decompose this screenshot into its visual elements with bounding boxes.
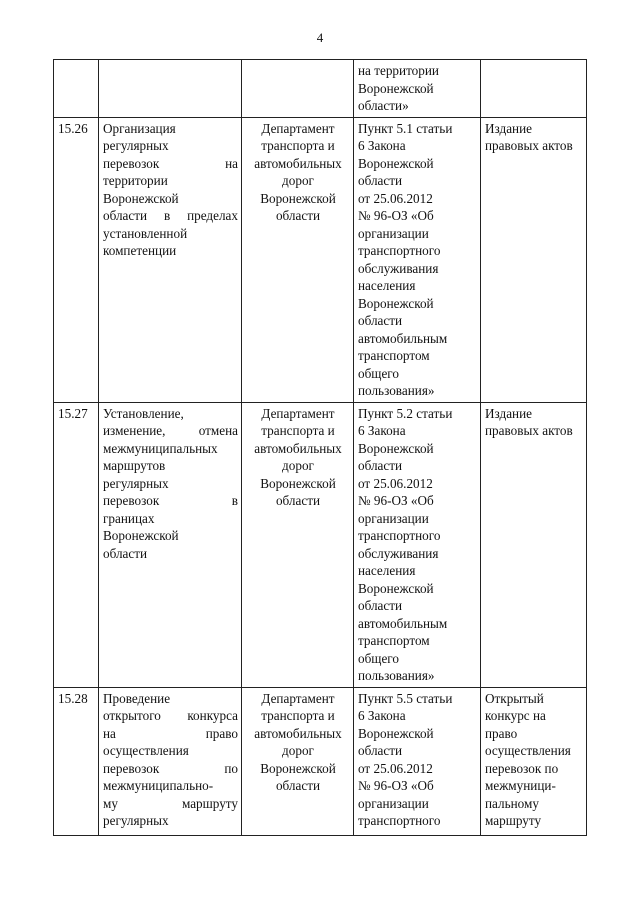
function-name-cell xyxy=(99,60,242,118)
function-name-cell xyxy=(99,687,242,835)
implementation-form-cell xyxy=(481,117,587,402)
function-name-line: перевозок на xyxy=(103,155,238,171)
function-name-line: межмуниципально- xyxy=(103,778,214,793)
department-cell xyxy=(242,117,354,402)
legal-basis-text: Пункт 5.5 статьи 6 Закона Воронежской области от 25.06.2012 № 96-ОЗ «Об организации транспортного xyxy=(358,690,453,828)
function-name-cell xyxy=(99,117,242,402)
function-name-line: Воронежской xyxy=(103,528,179,543)
legal-basis-cell xyxy=(354,60,481,118)
table-row xyxy=(54,687,587,835)
function-name-line: регулярных xyxy=(103,813,169,828)
department-cell xyxy=(242,402,354,687)
row-number-cell xyxy=(54,117,99,402)
function-name-line: регулярных xyxy=(103,138,169,153)
function-name-cell xyxy=(99,402,242,687)
department-cell xyxy=(242,687,354,835)
function-name-line: межмуниципальных xyxy=(103,440,218,456)
function-name-line: области в пределах xyxy=(103,208,238,223)
row-number-cell xyxy=(54,687,99,835)
function-name-line: установленной xyxy=(103,225,188,241)
function-name-line: перевозок в xyxy=(103,493,238,508)
row-number-cell xyxy=(54,402,99,687)
function-name-line: на право xyxy=(103,725,238,741)
table-row xyxy=(54,117,587,402)
legal-basis-cell xyxy=(354,687,481,835)
function-name-line: Установление, xyxy=(103,405,184,421)
document-table xyxy=(53,59,587,836)
legal-basis-text: Пункт 5.1 статьи 6 Закона Воронежской области от 25.06.2012 № 96-ОЗ «Об организации транспортного обслуживания населения Воронежской области автомобильным транспортом общего пользования» xyxy=(358,120,453,398)
function-name-line: перевозок по xyxy=(103,760,238,776)
function-name-line: маршрутов xyxy=(103,458,166,473)
table-row xyxy=(54,60,587,118)
department-text: Департамент транспорта и автомобильных дорог Воронежской области xyxy=(254,690,342,793)
row-number: 15.27 xyxy=(58,405,88,421)
function-name-line: изменение, отмена xyxy=(103,423,238,438)
row-number: 15.26 xyxy=(58,120,88,136)
function-name-line: границах xyxy=(103,510,155,526)
legal-basis-text: Пункт 5.2 статьи 6 Закона Воронежской области от 25.06.2012 № 96-ОЗ «Об организации транспортного обслуживания населения Воронежской области автомобильным транспортом общего пользования» xyxy=(358,405,453,683)
implementation-form-cell xyxy=(481,60,587,118)
page-number: 4 xyxy=(316,30,324,45)
function-name-line: открытого конкурса xyxy=(103,708,238,723)
row-number-cell xyxy=(54,60,99,118)
function-name-line: территории xyxy=(103,173,168,188)
function-name-line: компетенции xyxy=(103,243,177,258)
function-name-line: му маршруту xyxy=(103,795,238,811)
legal-basis-text: на территории Воронежской области» xyxy=(358,63,439,113)
implementation-form-text: Издание правовых актов xyxy=(485,405,573,438)
function-name-line: осуществления xyxy=(103,743,189,758)
implementation-form-text: Открытый конкурс на право осуществления перевозок по межмуници- пальному маршруту xyxy=(485,690,571,828)
table-row xyxy=(54,402,587,687)
row-number: 15.28 xyxy=(58,690,88,706)
department-cell xyxy=(242,60,354,118)
function-name-line: регулярных xyxy=(103,475,169,491)
function-name-line: Проведение xyxy=(103,690,171,706)
function-name-line: Организация xyxy=(103,120,176,136)
implementation-form-cell xyxy=(481,402,587,687)
implementation-form-cell xyxy=(481,687,587,835)
function-name-line: области xyxy=(103,545,148,561)
legal-basis-cell xyxy=(354,402,481,687)
department-text: Департамент транспорта и автомобильных дорог Воронежской области xyxy=(254,405,342,508)
function-name-line: Воронежской xyxy=(103,190,179,206)
legal-basis-cell xyxy=(354,117,481,402)
implementation-form-text: Издание правовых актов xyxy=(485,120,573,153)
department-text: Департамент транспорта и автомобильных дорог Воронежской области xyxy=(254,120,342,223)
